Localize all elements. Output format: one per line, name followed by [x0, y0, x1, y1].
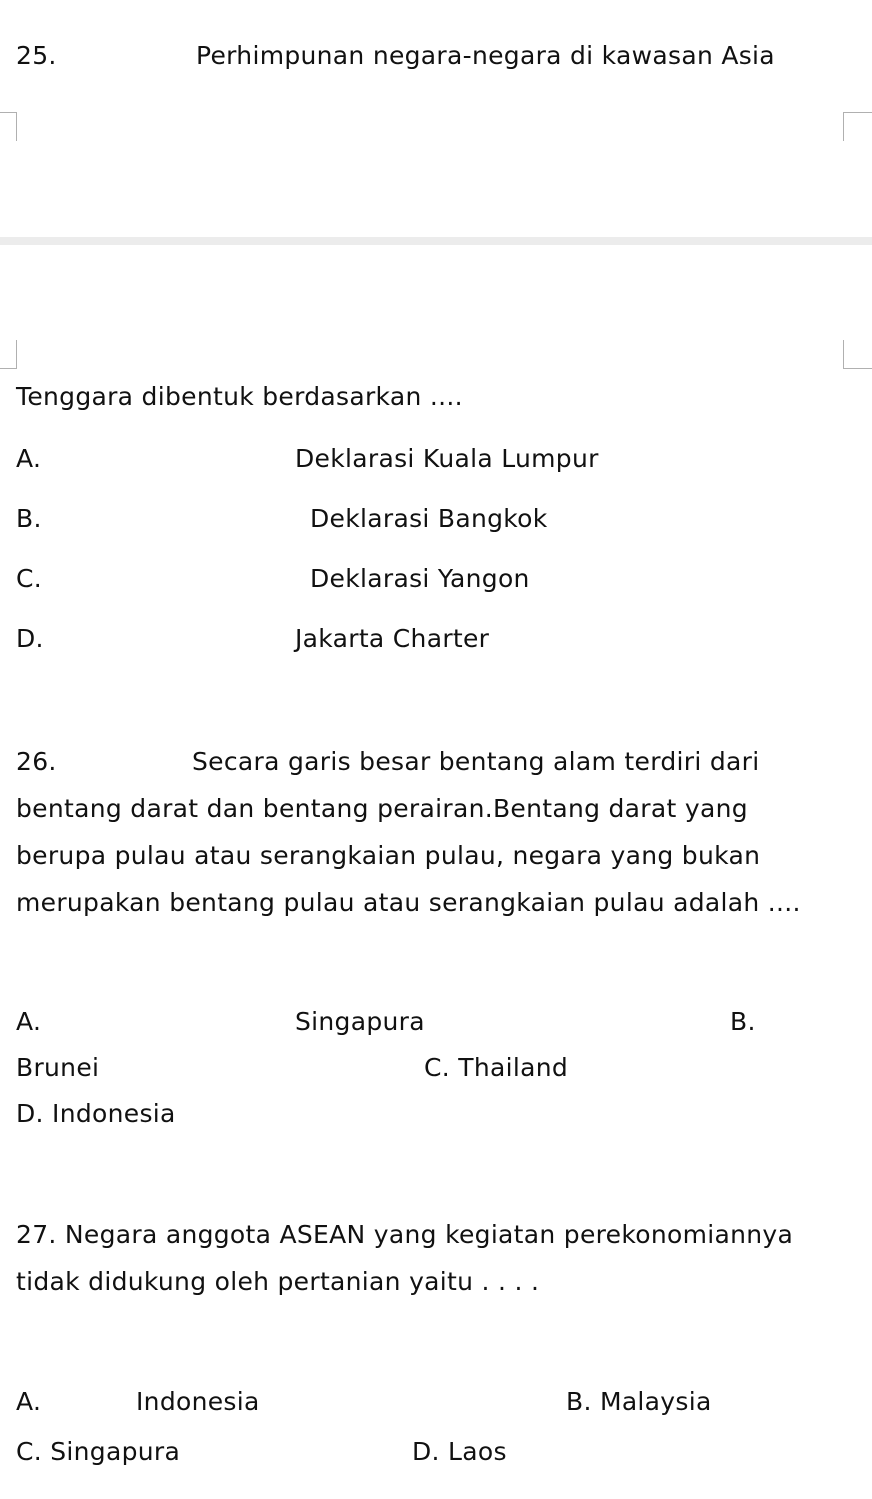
q26-option-c: C. Thailand	[424, 1053, 569, 1082]
page-break	[0, 237, 872, 245]
q25-option-b-letter: B.	[16, 504, 42, 533]
q26-stem-line3: berupa pulau atau serangkaian pulau, negara yang bukan	[16, 841, 761, 870]
page-corner-mark	[0, 112, 17, 141]
q25-option-c-letter: C.	[16, 564, 43, 593]
page-corner-mark	[843, 112, 872, 141]
q27-stem-line1: 27. Negara anggota ASEAN yang kegiatan perekonomiannya	[16, 1220, 794, 1249]
q27-option-d: D. Laos	[412, 1437, 507, 1466]
q26-option-a-letter: A.	[16, 1007, 42, 1036]
q27-option-b: B. Malaysia	[566, 1387, 712, 1416]
q26-option-a-text: Singapura	[295, 1007, 425, 1036]
q26-option-b-letter: B.	[730, 1007, 756, 1036]
q25-number: 25.	[16, 41, 57, 70]
q26-option-d: D. Indonesia	[16, 1099, 176, 1128]
q25-option-d-letter: D.	[16, 624, 44, 653]
page-corner-mark	[0, 340, 17, 369]
q27-option-c: C. Singapura	[16, 1437, 181, 1466]
q26-stem-line4: merupakan bentang pulau atau serangkaian pulau adalah ....	[16, 888, 801, 917]
q27-option-a-text: Indonesia	[136, 1387, 260, 1416]
q25-option-b-text: Deklarasi Bangkok	[310, 504, 548, 533]
page-corner-mark	[843, 340, 872, 369]
q27-stem-line2: tidak didukung oleh pertanian yaitu . . . .	[16, 1267, 540, 1296]
q25-option-d-text: Jakarta Charter	[295, 624, 490, 653]
q26-option-b-text: Brunei	[16, 1053, 100, 1082]
q27-option-a-letter: A.	[16, 1387, 42, 1416]
q25-stem-line1: Perhimpunan negara-negara di kawasan Asia	[196, 41, 775, 70]
q26-stem-line1: Secara garis besar bentang alam terdiri dari	[192, 747, 760, 776]
q26-number: 26.	[16, 747, 57, 776]
q25-option-a-text: Deklarasi Kuala Lumpur	[295, 444, 599, 473]
q25-stem-line2: Tenggara dibentuk berdasarkan ....	[16, 382, 463, 411]
q25-option-a-letter: A.	[16, 444, 42, 473]
q26-stem-line2: bentang darat dan bentang perairan.Bentang darat yang	[16, 794, 748, 823]
q25-option-c-text: Deklarasi Yangon	[310, 564, 530, 593]
